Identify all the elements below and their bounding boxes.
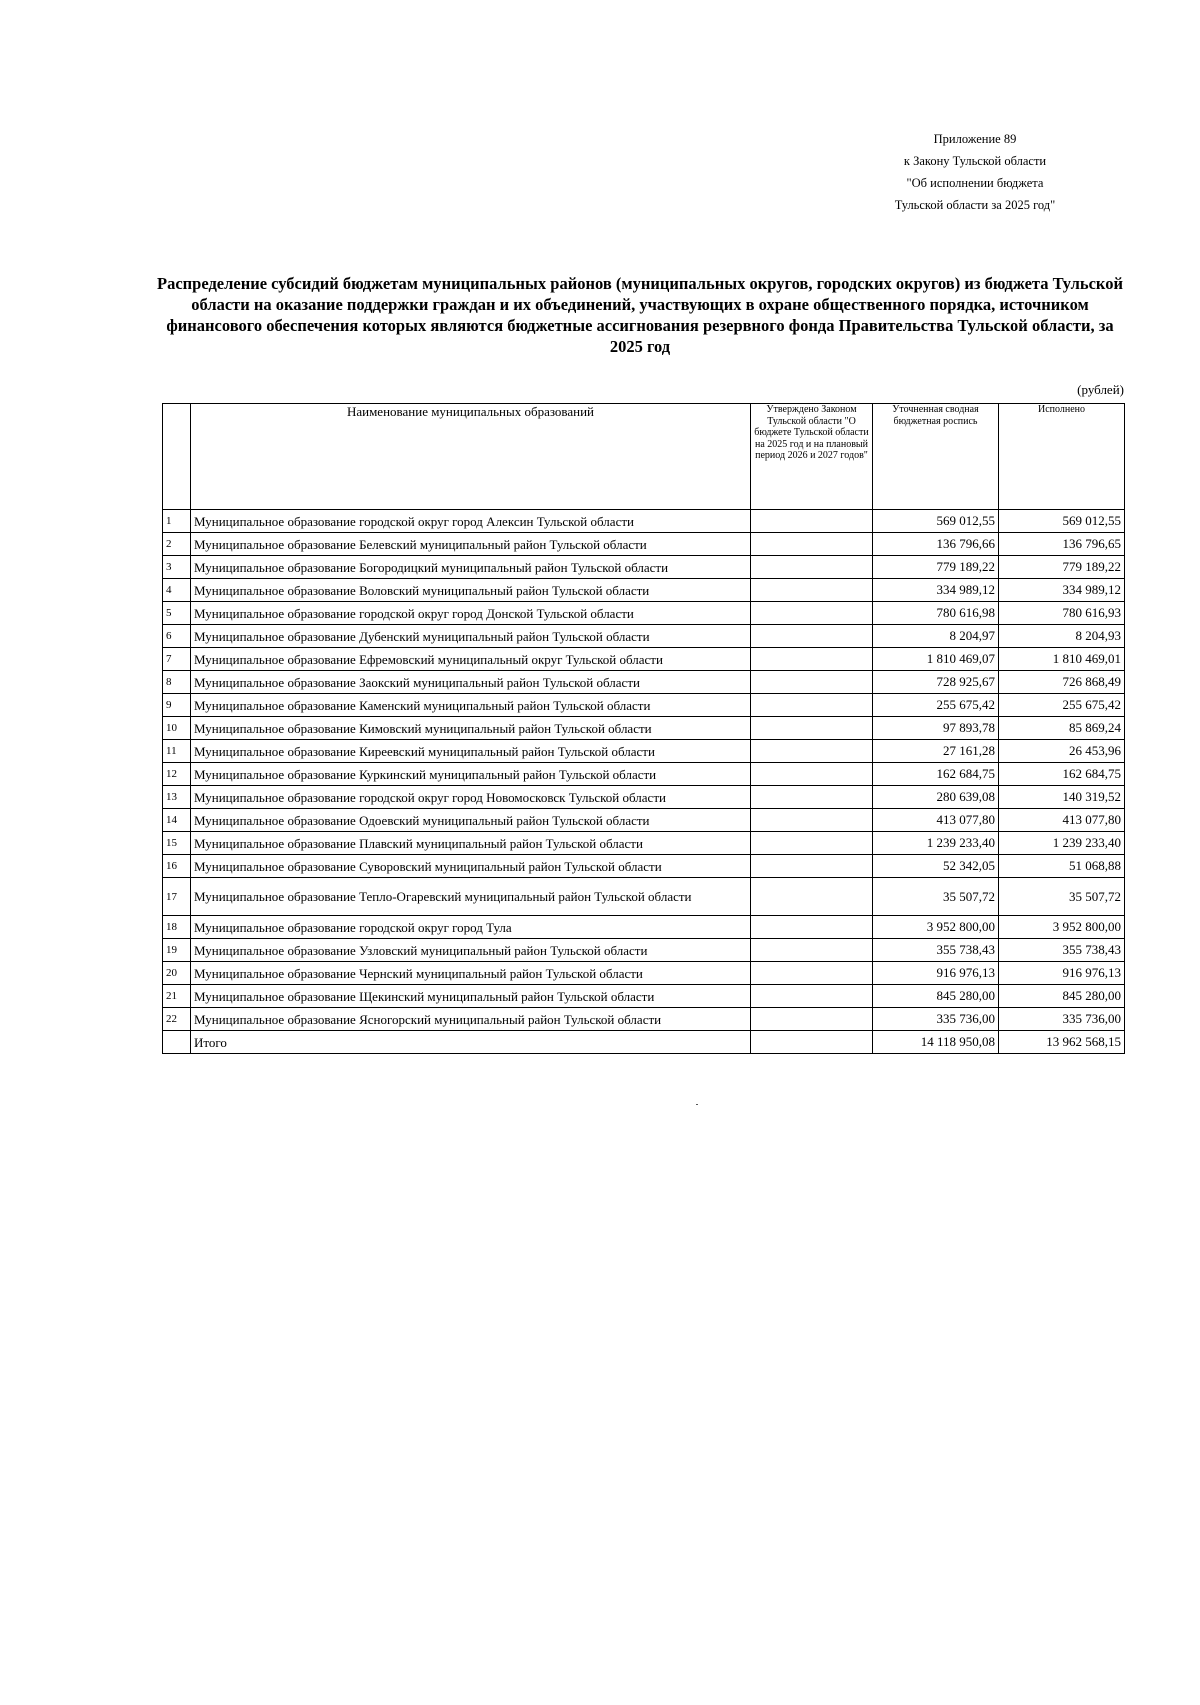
table-row [163,1008,1125,1031]
approved-value [751,740,873,763]
approved-value [751,602,873,625]
refined-value: 1 810 469,07 [873,648,999,671]
row-number: 6 [163,625,191,648]
refined-value: 413 077,80 [873,809,999,832]
row-number: 15 [163,832,191,855]
municipality-name: Муниципальное образование Богородицкий муниципальный район Тульской области [191,556,751,579]
table-total-row [163,1031,1125,1054]
row-number: 11 [163,740,191,763]
municipality-name: Муниципальное образование Узловский муниципальный район Тульской области [191,939,751,962]
approved-value [751,533,873,556]
refined-value: 780 616,98 [873,602,999,625]
table-row [163,939,1125,962]
approved-value [751,648,873,671]
table-header-row [163,404,1125,510]
refined-value: 569 012,55 [873,510,999,533]
municipality-name: Муниципальное образование городской округ город Алексин Тульской области [191,510,751,533]
appendix-block [760,128,1190,216]
table-body [163,510,1125,1054]
executed-value: 13 962 568,15 [999,1031,1125,1054]
table-row [163,533,1125,556]
executed-value: 140 319,52 [999,786,1125,809]
appendix-line: к Закону Тульской области [903,154,1047,168]
row-number: 19 [163,939,191,962]
approved-value [751,510,873,533]
row-number: 8 [163,671,191,694]
row-number: 22 [163,1008,191,1031]
appendix-line: Приложение 89 [933,132,1017,146]
municipality-name: Муниципальное образование городской округ город Донской Тульской области [191,602,751,625]
approved-value [751,1008,873,1031]
table-row [163,855,1125,878]
row-number: 17 [163,878,191,916]
refined-value: 845 280,00 [873,985,999,1008]
table-row [163,878,1125,916]
table-row [163,763,1125,786]
subsidy-table [162,403,1125,1054]
approved-value [751,694,873,717]
executed-value: 85 869,24 [999,717,1125,740]
municipality-name: Муниципальное образование городской округ город Тула [191,916,751,939]
municipality-name: Муниципальное образование Каменский муниципальный район Тульской области [191,694,751,717]
row-number [163,1031,191,1054]
municipality-name: Муниципальное образование Чернский муниципальный район Тульской области [191,962,751,985]
row-number: 3 [163,556,191,579]
row-number: 13 [163,786,191,809]
executed-value: 1 239 233,40 [999,832,1125,855]
executed-value: 51 068,88 [999,855,1125,878]
municipality-name: Муниципальное образование Киреевский муниципальный район Тульской области [191,740,751,763]
executed-value: 255 675,42 [999,694,1125,717]
appendix-line: Тульской области за 2025 год" [894,198,1056,212]
executed-value: 26 453,96 [999,740,1125,763]
approved-value [751,717,873,740]
refined-value: 136 796,66 [873,533,999,556]
row-number: 20 [163,962,191,985]
header-number [163,404,191,510]
row-number: 7 [163,648,191,671]
executed-value: 8 204,93 [999,625,1125,648]
executed-value: 35 507,72 [999,878,1125,916]
executed-value: 1 810 469,01 [999,648,1125,671]
table-row [163,556,1125,579]
table-row [163,809,1125,832]
approved-value [751,939,873,962]
approved-value [751,579,873,602]
row-number: 21 [163,985,191,1008]
municipality-name: Муниципальное образование Куркинский муниципальный район Тульской области [191,763,751,786]
table-row [163,985,1125,1008]
refined-value: 14 118 950,08 [873,1031,999,1054]
row-number: 10 [163,717,191,740]
refined-value: 52 342,05 [873,855,999,878]
table-row [163,717,1125,740]
refined-value: 3 952 800,00 [873,916,999,939]
approved-value [751,878,873,916]
executed-value: 780 616,93 [999,602,1125,625]
row-number: 5 [163,602,191,625]
municipality-name: Муниципальное образование Ефремовский муниципальный округ Тульской области [191,648,751,671]
row-number: 1 [163,510,191,533]
table-row [163,740,1125,763]
municipality-name: Муниципальное образование Плавский муниципальный район Тульской области [191,832,751,855]
municipality-name: Муниципальное образование Щекинский муниципальный район Тульской области [191,985,751,1008]
approved-value [751,916,873,939]
table-row [163,602,1125,625]
municipality-name: Муниципальное образование Воловский муниципальный район Тульской области [191,579,751,602]
refined-value: 916 976,13 [873,962,999,985]
approved-value [751,671,873,694]
row-number: 2 [163,533,191,556]
municipality-name: Муниципальное образование Кимовский муниципальный район Тульской области [191,717,751,740]
executed-value: 845 280,00 [999,985,1125,1008]
municipality-name: Муниципальное образование Заокский муниципальный район Тульской области [191,671,751,694]
executed-value: 413 077,80 [999,809,1125,832]
table-row [163,648,1125,671]
row-number: 9 [163,694,191,717]
municipality-name: Муниципальное образование Одоевский муниципальный район Тульской области [191,809,751,832]
refined-value: 27 161,28 [873,740,999,763]
scan-dot [696,1104,698,1105]
row-number: 14 [163,809,191,832]
refined-value: 8 204,97 [873,625,999,648]
row-number: 18 [163,916,191,939]
executed-value: 569 012,55 [999,510,1125,533]
approved-value [751,855,873,878]
executed-value: 136 796,65 [999,533,1125,556]
table-row [163,962,1125,985]
approved-value [751,556,873,579]
executed-value: 726 868,49 [999,671,1125,694]
approved-value [751,985,873,1008]
approved-value [751,832,873,855]
refined-value: 97 893,78 [873,717,999,740]
refined-value: 255 675,42 [873,694,999,717]
approved-value [751,1031,873,1054]
refined-value: 728 925,67 [873,671,999,694]
executed-value: 162 684,75 [999,763,1125,786]
table-row [163,579,1125,602]
executed-value: 334 989,12 [999,579,1125,602]
approved-value [751,962,873,985]
row-number: 4 [163,579,191,602]
refined-value: 35 507,72 [873,878,999,916]
header-executed: Исполнено [999,404,1125,510]
refined-value: 334 989,12 [873,579,999,602]
header-refined: Уточненная сводная бюджетная роспись [873,404,999,510]
refined-value: 355 738,43 [873,939,999,962]
table-row [163,694,1125,717]
header-name: Наименование муниципальных образований [191,404,751,510]
executed-value: 335 736,00 [999,1008,1125,1031]
executed-value: 355 738,43 [999,939,1125,962]
municipality-name: Муниципальное образование Ясногорский муниципальный район Тульской области [191,1008,751,1031]
refined-value: 1 239 233,40 [873,832,999,855]
executed-value: 779 189,22 [999,556,1125,579]
table-row [163,916,1125,939]
municipality-name: Муниципальное образование Дубенский муниципальный район Тульской области [191,625,751,648]
document-title: Распределение субсидий бюджетам муниципальных районов (муниципальных округов, городских округов) из бюджета Тульской области на оказание поддержки граждан и их объединений, участвующих в охране общественного порядка, источником финансового обеспечения которых являются бюджетные ассигнования резервного фонда Правительства Тульской области, за 2025 год [157,274,1123,356]
approved-value [751,786,873,809]
refined-value: 335 736,00 [873,1008,999,1031]
executed-value: 3 952 800,00 [999,916,1125,939]
approved-value [751,625,873,648]
table-row [163,671,1125,694]
total-label: Итого [191,1031,751,1054]
table-row [163,510,1125,533]
refined-value: 280 639,08 [873,786,999,809]
municipality-name: Муниципальное образование Тепло-Огаревский муниципальный район Тульской области [191,878,751,916]
municipality-name: Муниципальное образование городской округ город Новомосковск Тульской области [191,786,751,809]
row-number: 16 [163,855,191,878]
table-row [163,625,1125,648]
municipality-name: Муниципальное образование Суворовский муниципальный район Тульской области [191,855,751,878]
units-label: (рублей) [1077,382,1124,397]
row-number: 12 [163,763,191,786]
header-approved: Утверждено Законом Тульской области "О бюджете Тульской области на 2025 год и на плановый период 2026 и 2027 годов" [751,404,873,510]
table-row [163,786,1125,809]
appendix-line: "Об исполнении бюджета [906,176,1044,190]
approved-value [751,763,873,786]
municipality-name: Муниципальное образование Белевский муниципальный район Тульской области [191,533,751,556]
table-row [163,832,1125,855]
executed-value: 916 976,13 [999,962,1125,985]
approved-value [751,809,873,832]
refined-value: 779 189,22 [873,556,999,579]
refined-value: 162 684,75 [873,763,999,786]
